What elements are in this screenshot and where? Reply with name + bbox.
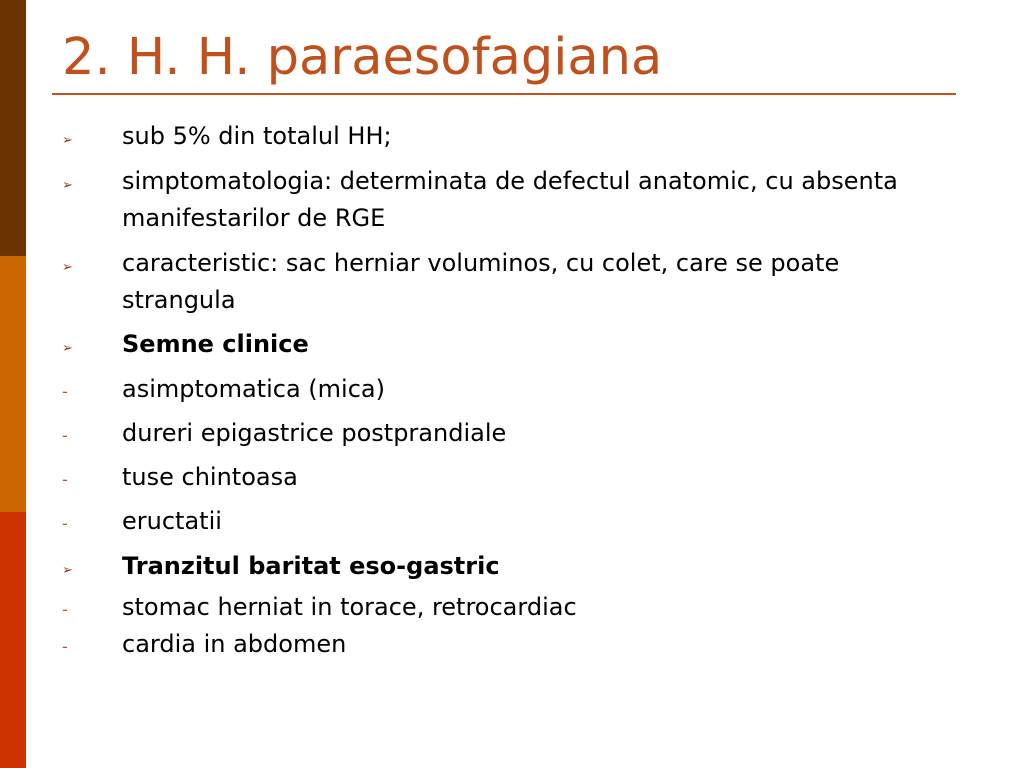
arrow-bullet-icon: ➢	[62, 178, 73, 193]
sidebar-segment-bottom	[0, 512, 26, 768]
arrow-bullet-icon: ➢	[62, 341, 73, 356]
dash-bullet-icon: -	[62, 426, 68, 445]
list-item-text: asimptomatica (mica)	[122, 375, 385, 403]
dash-bullet-icon: -	[62, 470, 68, 489]
sidebar-segment-top	[0, 0, 26, 256]
dash-bullet-icon: -	[62, 600, 68, 619]
list-item-text: cardia in abdomen	[122, 630, 347, 658]
slide-title: 2. H. H. paraesofagiana	[62, 28, 663, 87]
dash-bullet-icon: -	[62, 637, 68, 656]
list-item-text: tuse chintoasa	[122, 463, 298, 491]
dash-bullet-icon: -	[62, 514, 68, 533]
list-item-text: caracteristic: sac herniar voluminos, cu colet, care se poate strangula	[122, 249, 840, 314]
list-item-text: Tranzitul baritat eso-gastric	[122, 552, 500, 580]
list-item-text: simptomatologia: determinata de defectul anatomic, cu absenta manifestarilor de RGE	[122, 167, 898, 232]
dash-bullet-icon: -	[62, 382, 68, 401]
arrow-bullet-icon: ➢	[62, 260, 73, 275]
list-item-text: eructatii	[122, 507, 222, 535]
title-divider	[52, 93, 956, 95]
sidebar-segment-middle	[0, 256, 26, 512]
arrow-bullet-icon: ➢	[62, 563, 73, 578]
list-item-text: sub 5% din totalul HH;	[122, 122, 392, 150]
arrow-bullet-icon: ➢	[62, 133, 73, 148]
list-item-text: Semne clinice	[122, 330, 309, 358]
list-item-text: stomac herniat in torace, retrocardiac	[122, 593, 577, 621]
list-item-text: dureri epigastrice postprandiale	[122, 419, 507, 447]
